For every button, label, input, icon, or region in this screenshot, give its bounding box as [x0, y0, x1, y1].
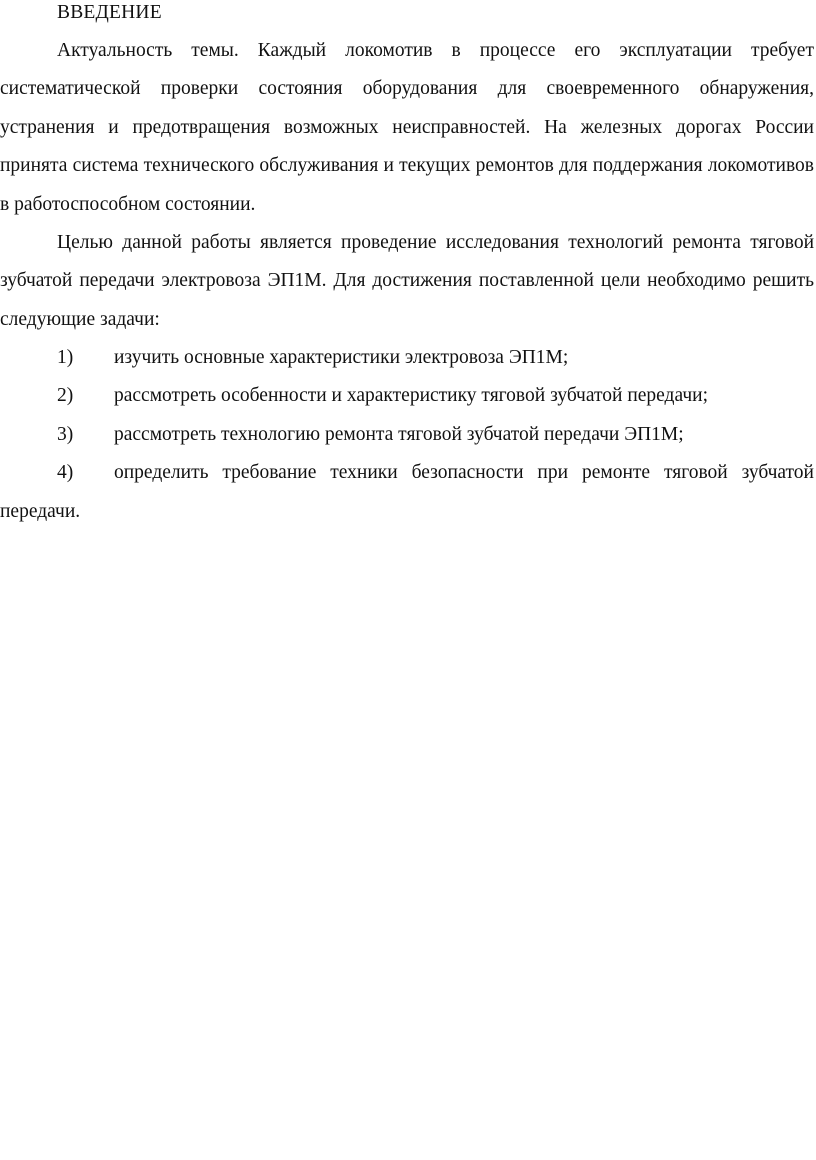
- list-item-text: изучить основные характеристики электровоза ЭП1М;: [114, 347, 569, 368]
- list-item-text: рассмотреть особенности и характеристику тяговой зубчатой передачи;: [114, 385, 709, 407]
- list-item-text: определить требование техники безопасности при ремонте тяговой зубчатой передачи.: [0, 462, 814, 522]
- task-list: [0, 339, 814, 531]
- goal-paragraph: Целью данной работы является проведение исследования технологий ремонта тяговой зубчатой передачи электровоза ЭП1М. Для достижения поставленной цели необходимо решить следующие задачи:: [0, 232, 814, 330]
- relevance-paragraph: Актуальность темы. Каждый локомотив в процессе его эксплуатации требует систематической проверки состояния оборудования для своевременного обнаружения, устранения и предотвращения возможных неисправностей. На железных дорогах России принята система технического обслуживания и текущих ремонтов для поддержания локомотивов в работоспособном состоянии.: [0, 40, 814, 215]
- list-item-text: рассмотреть технологию ремонта тяговой зубчатой передачи ЭП1М;: [114, 423, 684, 445]
- list-item-number: 1): [57, 347, 74, 368]
- list-item-number: 3): [57, 423, 74, 445]
- section-heading: ВВЕДЕНИЕ: [57, 2, 162, 23]
- list-item-number: 4): [57, 462, 74, 484]
- list-item: [0, 339, 814, 377]
- list-item: [0, 377, 814, 415]
- list-item-number: 2): [57, 385, 74, 407]
- list-item: [0, 454, 814, 531]
- list-item: [0, 416, 814, 454]
